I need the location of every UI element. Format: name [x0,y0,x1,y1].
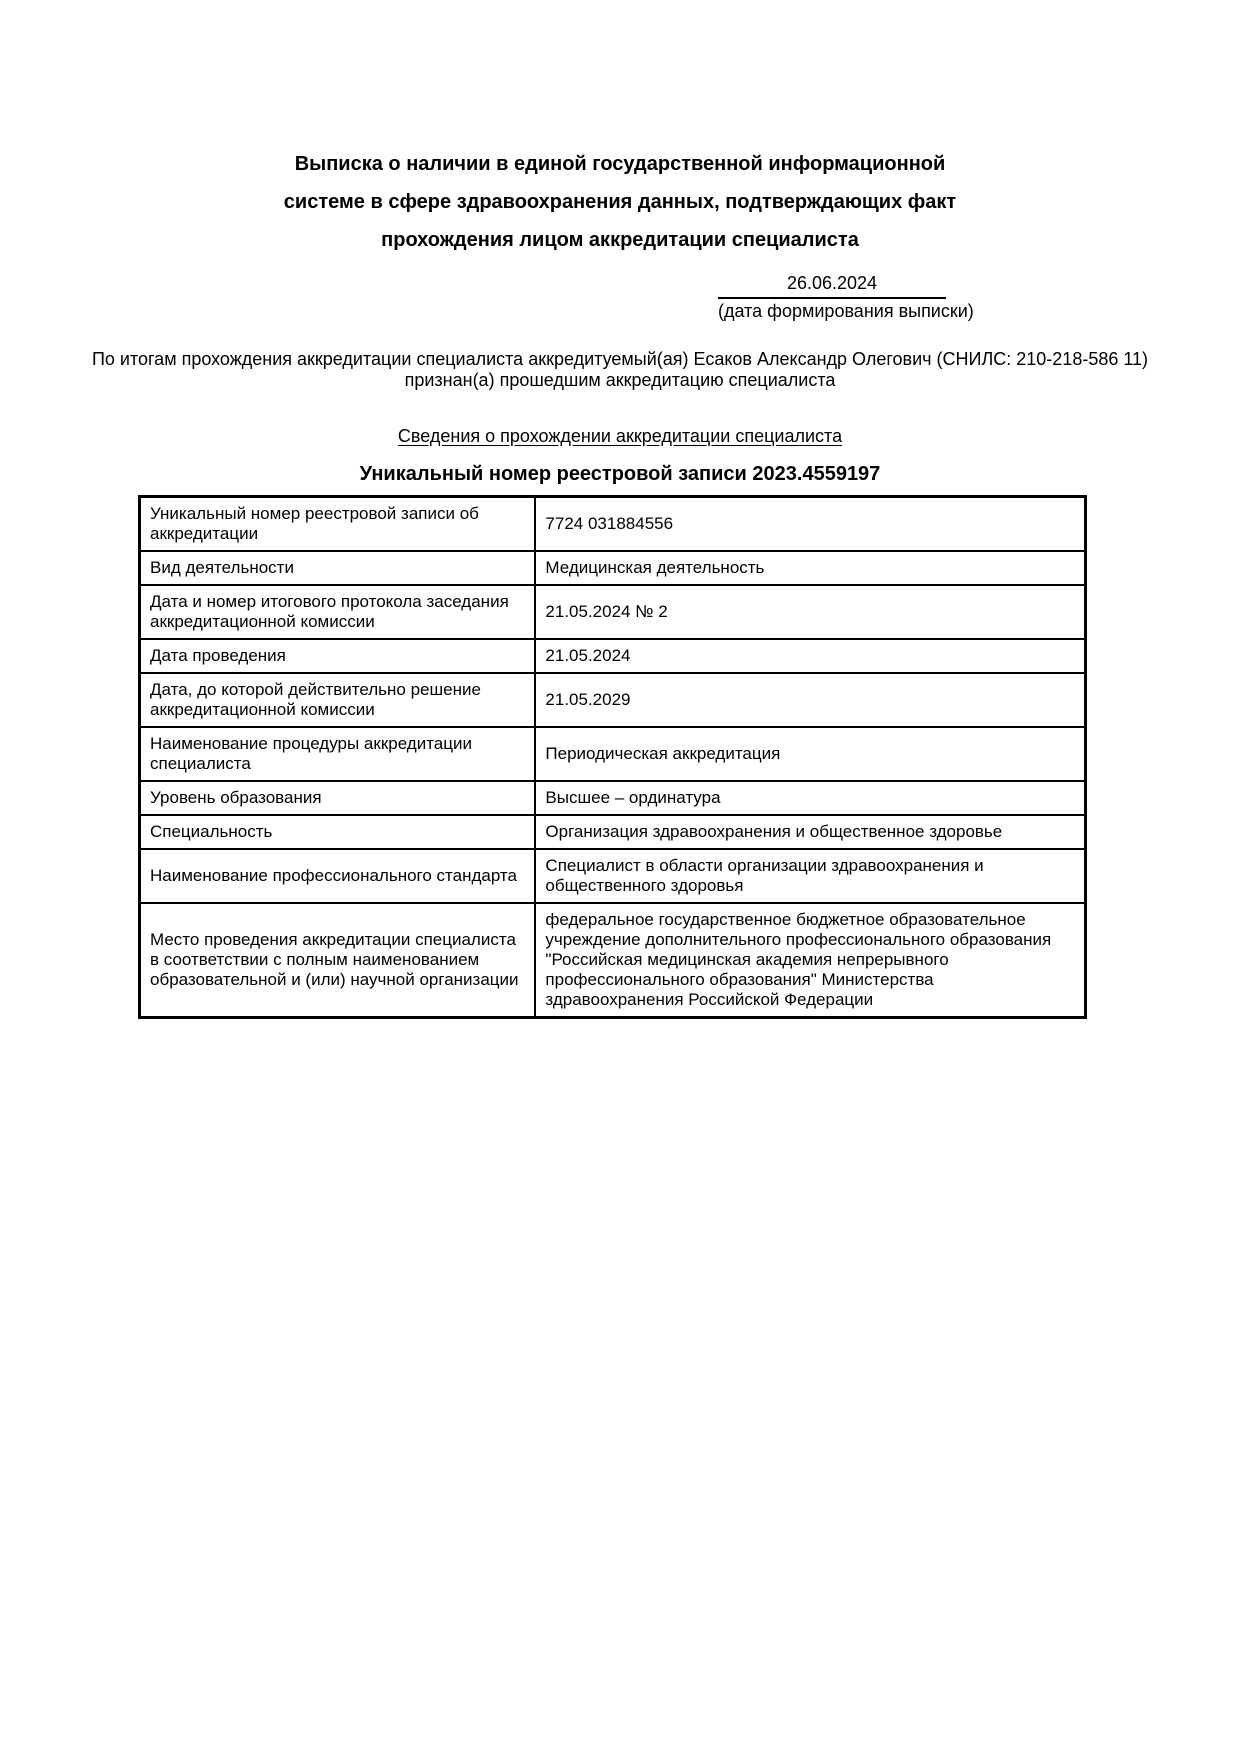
row-label-cell: Уникальный номер реестровой записи об аккредитации [140,497,536,552]
row-label-cell: Дата проведения [140,639,536,673]
row-value-cell: 7724 031884556 [535,497,1085,552]
row-value-cell: Организация здравоохранения и общественное здоровье [535,815,1085,849]
table-row [140,551,1086,585]
row-value-cell: федеральное государственное бюджетное образовательное учреждение дополнительного профессионального образования "Российская медицинская академия непрерывного профессионального образования" Министерства здравоохранения Российской Федерации [535,903,1085,1018]
row-value-cell: 21.05.2024 № 2 [535,585,1085,639]
generation-date-block [718,273,974,322]
table-row [140,639,1086,673]
document-title-line: системе в сфере здравоохранения данных, подтверждающих факт [283,191,957,213]
document-title-line: прохождения лицом аккредитации специалиста [381,229,859,251]
row-value-cell: Специалист в области организации здравоохранения и общественного здоровья [535,849,1085,903]
table-row [140,781,1086,815]
table-row [140,497,1086,552]
row-label-cell: Дата и номер итогового протокола заседания аккредитационной комиссии [140,585,536,639]
row-label-cell: Наименование профессионального стандарта [140,849,536,903]
summary-text [0,349,1240,391]
accreditation-table-body [140,497,1086,1018]
row-label-cell: Дата, до которой действительно решение аккредитационной комиссии [140,673,536,727]
generation-date: 26.06.2024 [718,273,946,299]
section-heading: Сведения о прохождении аккредитации специалиста [397,426,843,446]
row-label-cell: Специальность [140,815,536,849]
table-row [140,673,1086,727]
row-label-cell: Наименование процедуры аккредитации специалиста [140,727,536,781]
generation-date-caption: (дата формирования выписки) [718,301,974,321]
table-row [140,849,1086,903]
row-value-cell: 21.05.2024 [535,639,1085,673]
row-value-cell: 21.05.2029 [535,673,1085,727]
document-title [0,0,1240,259]
row-value-cell: Медицинская деятельность [535,551,1085,585]
table-row [140,903,1086,1018]
summary-line: признан(а) прошедшим аккредитацию специалиста [404,370,836,390]
row-value-cell: Периодическая аккредитация [535,727,1085,781]
row-value-cell: Высшее – ординатура [535,781,1085,815]
document-title-line: Выписка о наличии в единой государственной информационной [294,153,946,175]
registry-number-heading: Уникальный номер реестровой записи 2023.4559197 [359,463,881,485]
table-row [140,727,1086,781]
row-label-cell: Уровень образования [140,781,536,815]
summary-line: По итогам прохождения аккредитации специалиста аккредитуемый(ая) Есаков Александр Олегович (СНИЛС: 210-218-586 11) [91,349,1149,369]
row-label-cell: Место проведения аккредитации специалиста в соответствии с полным наименованием образовательной и (или) научной организации [140,903,536,1018]
table-row [140,585,1086,639]
accreditation-table [138,495,1087,1019]
table-row [140,815,1086,849]
row-label-cell: Вид деятельности [140,551,536,585]
